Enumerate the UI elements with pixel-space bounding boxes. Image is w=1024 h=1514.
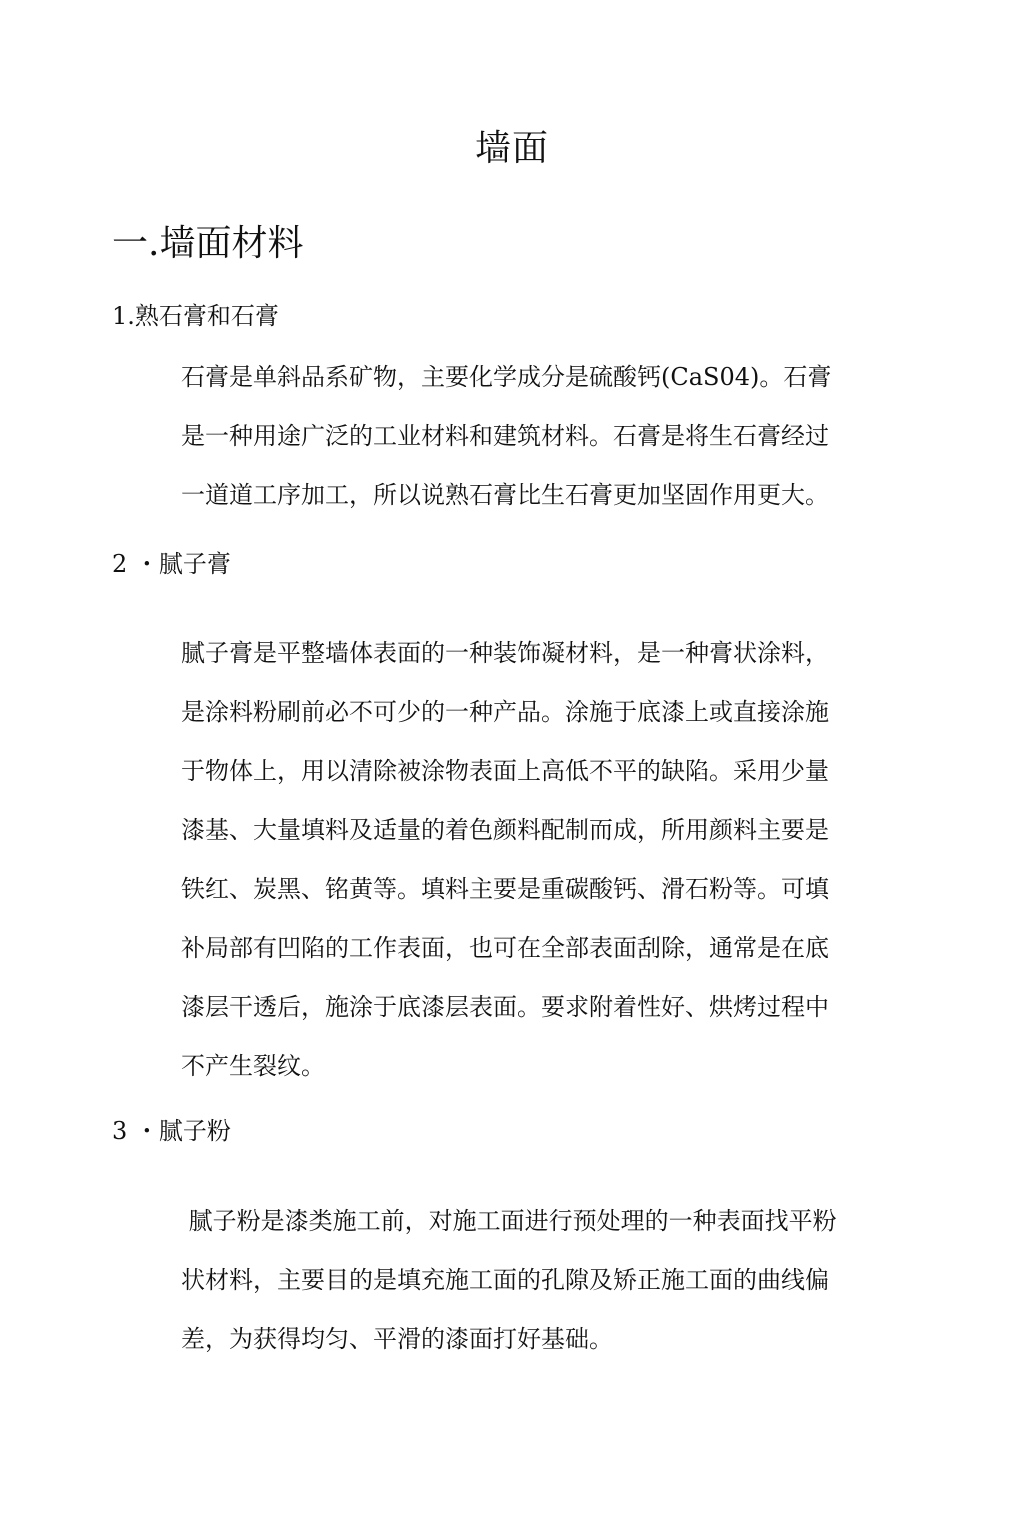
subsection-heading-putty-paste: 2 ・腻子膏 (112, 550, 231, 578)
paragraph-line: 一道道工序加工，所以说熟石膏比生石膏更加坚固作用更大。 (181, 481, 829, 509)
subsection-heading-gypsum: 1.熟石膏和石膏 (112, 302, 279, 330)
paragraph-gypsum (181, 348, 871, 525)
paragraph-line: 状材料，主要目的是填充施工面的孔隙及矫正施工面的曲线偏 (181, 1266, 829, 1294)
document-title: 墙面 (474, 128, 549, 169)
paragraph-line: 补局部有凹陷的工作表面，也可在全部表面刮除，通常是在底 (181, 934, 829, 962)
paragraph-line: 差，为获得均匀、平滑的漆面打好基础。 (181, 1325, 613, 1353)
paragraph-line: 漆基、大量填料及适量的着色颜料配制而成，所用颜料主要是 (181, 816, 829, 844)
paragraph-line: 是一种用途广泛的工业材料和建筑材料。石膏是将生石膏经过 (181, 422, 829, 450)
paragraph-line: 于物体上，用以清除被涂物表面上高低不平的缺陷。采用少量 (181, 757, 829, 785)
paragraph-line: 铁红、炭黑、铭黄等。填料主要是重碳酸钙、滑石粉等。可填 (181, 875, 829, 903)
paragraph-line: 腻子粉是漆类施工前，对施工面进行预处理的一种表面找平粉 (181, 1207, 837, 1235)
paragraph-putty-paste (181, 624, 871, 1096)
paragraph-line: 不产生裂纹。 (181, 1052, 325, 1080)
paragraph-line: 是涂料粉刷前必不可少的一种产品。涂施于底漆上或直接涂施 (181, 698, 829, 726)
paragraph-line: 腻子膏是平整墙体表面的一种装饰凝材料，是一种膏状涂料， (181, 639, 829, 667)
subsection-heading-putty-powder: 3 ・腻子粉 (112, 1117, 231, 1145)
paragraph-putty-powder (181, 1192, 871, 1369)
paragraph-line: 石膏是单斜品系矿物，主要化学成分是硫酸钙(CaS04)。石膏 (181, 363, 832, 391)
section-heading: 一.墙面材料 (112, 223, 304, 264)
paragraph-line: 漆层干透后，施涂于底漆层表面。要求附着性好、烘烤过程中 (181, 993, 829, 1021)
